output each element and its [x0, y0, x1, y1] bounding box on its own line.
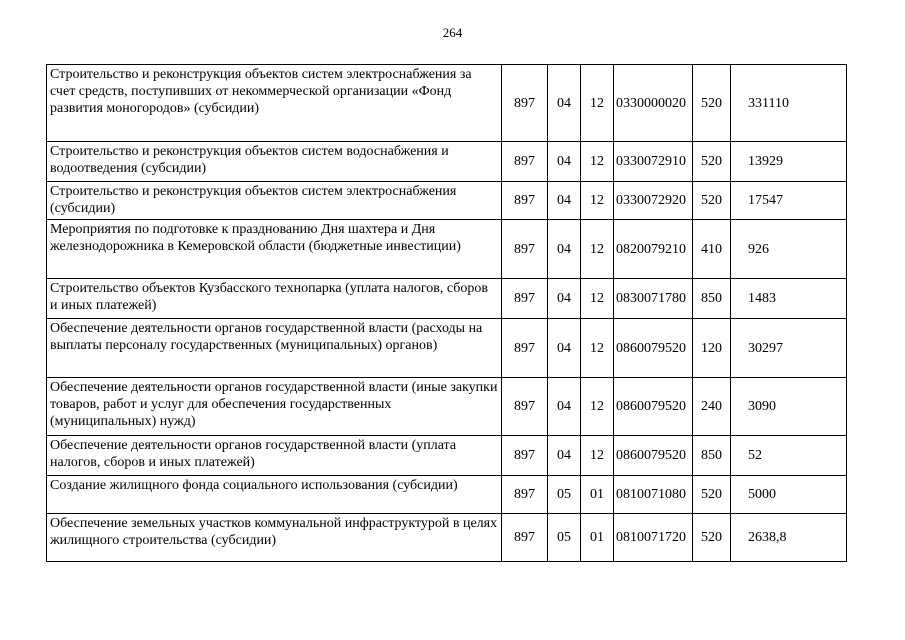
- expense-name-cell: Обеспечение деятельности органов государственной власти (уплата налогов, сборов и иных платежей): [47, 436, 502, 476]
- section-code-cell: 04: [548, 65, 581, 142]
- target-article-cell: 0860079520: [614, 436, 693, 476]
- subsection-code-cell: 12: [581, 279, 614, 319]
- table-row: [47, 476, 847, 514]
- ministry-code-cell: 897: [502, 220, 548, 279]
- section-code-cell: 04: [548, 378, 581, 436]
- expense-name-cell: Строительство и реконструкция объектов систем электроснабжения (субсидии): [47, 182, 502, 220]
- subsection-code-cell: 12: [581, 142, 614, 182]
- budget-table: [46, 64, 847, 562]
- target-article-cell: 0860079520: [614, 378, 693, 436]
- expense-type-cell: 520: [693, 142, 731, 182]
- ministry-code-cell: 897: [502, 514, 548, 562]
- expense-name-cell: Строительство объектов Кузбасского технопарка (уплата налогов, сборов и иных платежей): [47, 279, 502, 319]
- expense-type-cell: 240: [693, 378, 731, 436]
- target-article-cell: 0810071720: [614, 514, 693, 562]
- table-row: [47, 514, 847, 562]
- section-code-cell: 04: [548, 182, 581, 220]
- expense-type-cell: 410: [693, 220, 731, 279]
- subsection-code-cell: 12: [581, 378, 614, 436]
- subsection-code-cell: 12: [581, 65, 614, 142]
- expense-type-cell: 520: [693, 514, 731, 562]
- expense-type-cell: 850: [693, 279, 731, 319]
- amount-cell: 1483: [731, 279, 847, 319]
- amount-cell: 926: [731, 220, 847, 279]
- ministry-code-cell: 897: [502, 182, 548, 220]
- table-row: [47, 220, 847, 279]
- table-row: [47, 65, 847, 142]
- target-article-cell: 0820079210: [614, 220, 693, 279]
- section-code-cell: 04: [548, 279, 581, 319]
- amount-cell: 13929: [731, 142, 847, 182]
- subsection-code-cell: 12: [581, 436, 614, 476]
- table-row: [47, 378, 847, 436]
- table-row: [47, 182, 847, 220]
- ministry-code-cell: 897: [502, 65, 548, 142]
- expense-name-cell: Создание жилищного фонда социального использования (субсидии): [47, 476, 502, 514]
- ministry-code-cell: 897: [502, 319, 548, 378]
- expense-name-cell: Строительство и реконструкция объектов систем водоснабжения и водоотведения (субсидии): [47, 142, 502, 182]
- amount-cell: 2638,8: [731, 514, 847, 562]
- expense-type-cell: 520: [693, 182, 731, 220]
- expense-type-cell: 120: [693, 319, 731, 378]
- section-code-cell: 04: [548, 319, 581, 378]
- target-article-cell: 0810071080: [614, 476, 693, 514]
- expense-name-cell: Обеспечение деятельности органов государственной власти (расходы на выплаты персоналу государственных (муниципальных) органов): [47, 319, 502, 378]
- section-code-cell: 05: [548, 476, 581, 514]
- subsection-code-cell: 12: [581, 319, 614, 378]
- expense-name-cell: Обеспечение земельных участков коммунальной инфраструктурой в целях жилищного строительства (субсидии): [47, 514, 502, 562]
- page-number: 264: [442, 25, 463, 40]
- ministry-code-cell: 897: [502, 279, 548, 319]
- ministry-code-cell: 897: [502, 142, 548, 182]
- expense-type-cell: 520: [693, 65, 731, 142]
- subsection-code-cell: 12: [581, 220, 614, 279]
- section-code-cell: 05: [548, 514, 581, 562]
- expense-name-cell: Мероприятия по подготовке к празднованию Дня шахтера и Дня железнодорожника в Кемеровской области (бюджетные инвестиции): [47, 220, 502, 279]
- table-row: [47, 142, 847, 182]
- expense-name-cell: Обеспечение деятельности органов государственной власти (иные закупки товаров, работ и услуг для обеспечения государственных (муниципальных) нужд): [47, 378, 502, 436]
- target-article-cell: 0330000020: [614, 65, 693, 142]
- target-article-cell: 0330072910: [614, 142, 693, 182]
- amount-cell: 3090: [731, 378, 847, 436]
- target-article-cell: 0330072920: [614, 182, 693, 220]
- subsection-code-cell: 01: [581, 514, 614, 562]
- ministry-code-cell: 897: [502, 436, 548, 476]
- amount-cell: 331110: [731, 65, 847, 142]
- amount-cell: 52: [731, 436, 847, 476]
- section-code-cell: 04: [548, 436, 581, 476]
- expense-type-cell: 520: [693, 476, 731, 514]
- subsection-code-cell: 12: [581, 182, 614, 220]
- table-row: [47, 436, 847, 476]
- target-article-cell: 0860079520: [614, 319, 693, 378]
- section-code-cell: 04: [548, 142, 581, 182]
- ministry-code-cell: 897: [502, 476, 548, 514]
- target-article-cell: 0830071780: [614, 279, 693, 319]
- budget-table-body: [47, 65, 847, 562]
- table-row: [47, 279, 847, 319]
- amount-cell: 5000: [731, 476, 847, 514]
- amount-cell: 17547: [731, 182, 847, 220]
- expense-name-cell: Строительство и реконструкция объектов систем электроснабжения за счет средств, поступивших от некоммерческой организации «Фонд развития моногородов» (субсидии): [47, 65, 502, 142]
- subsection-code-cell: 01: [581, 476, 614, 514]
- amount-cell: 30297: [731, 319, 847, 378]
- section-code-cell: 04: [548, 220, 581, 279]
- table-row: [47, 319, 847, 378]
- ministry-code-cell: 897: [502, 378, 548, 436]
- expense-type-cell: 850: [693, 436, 731, 476]
